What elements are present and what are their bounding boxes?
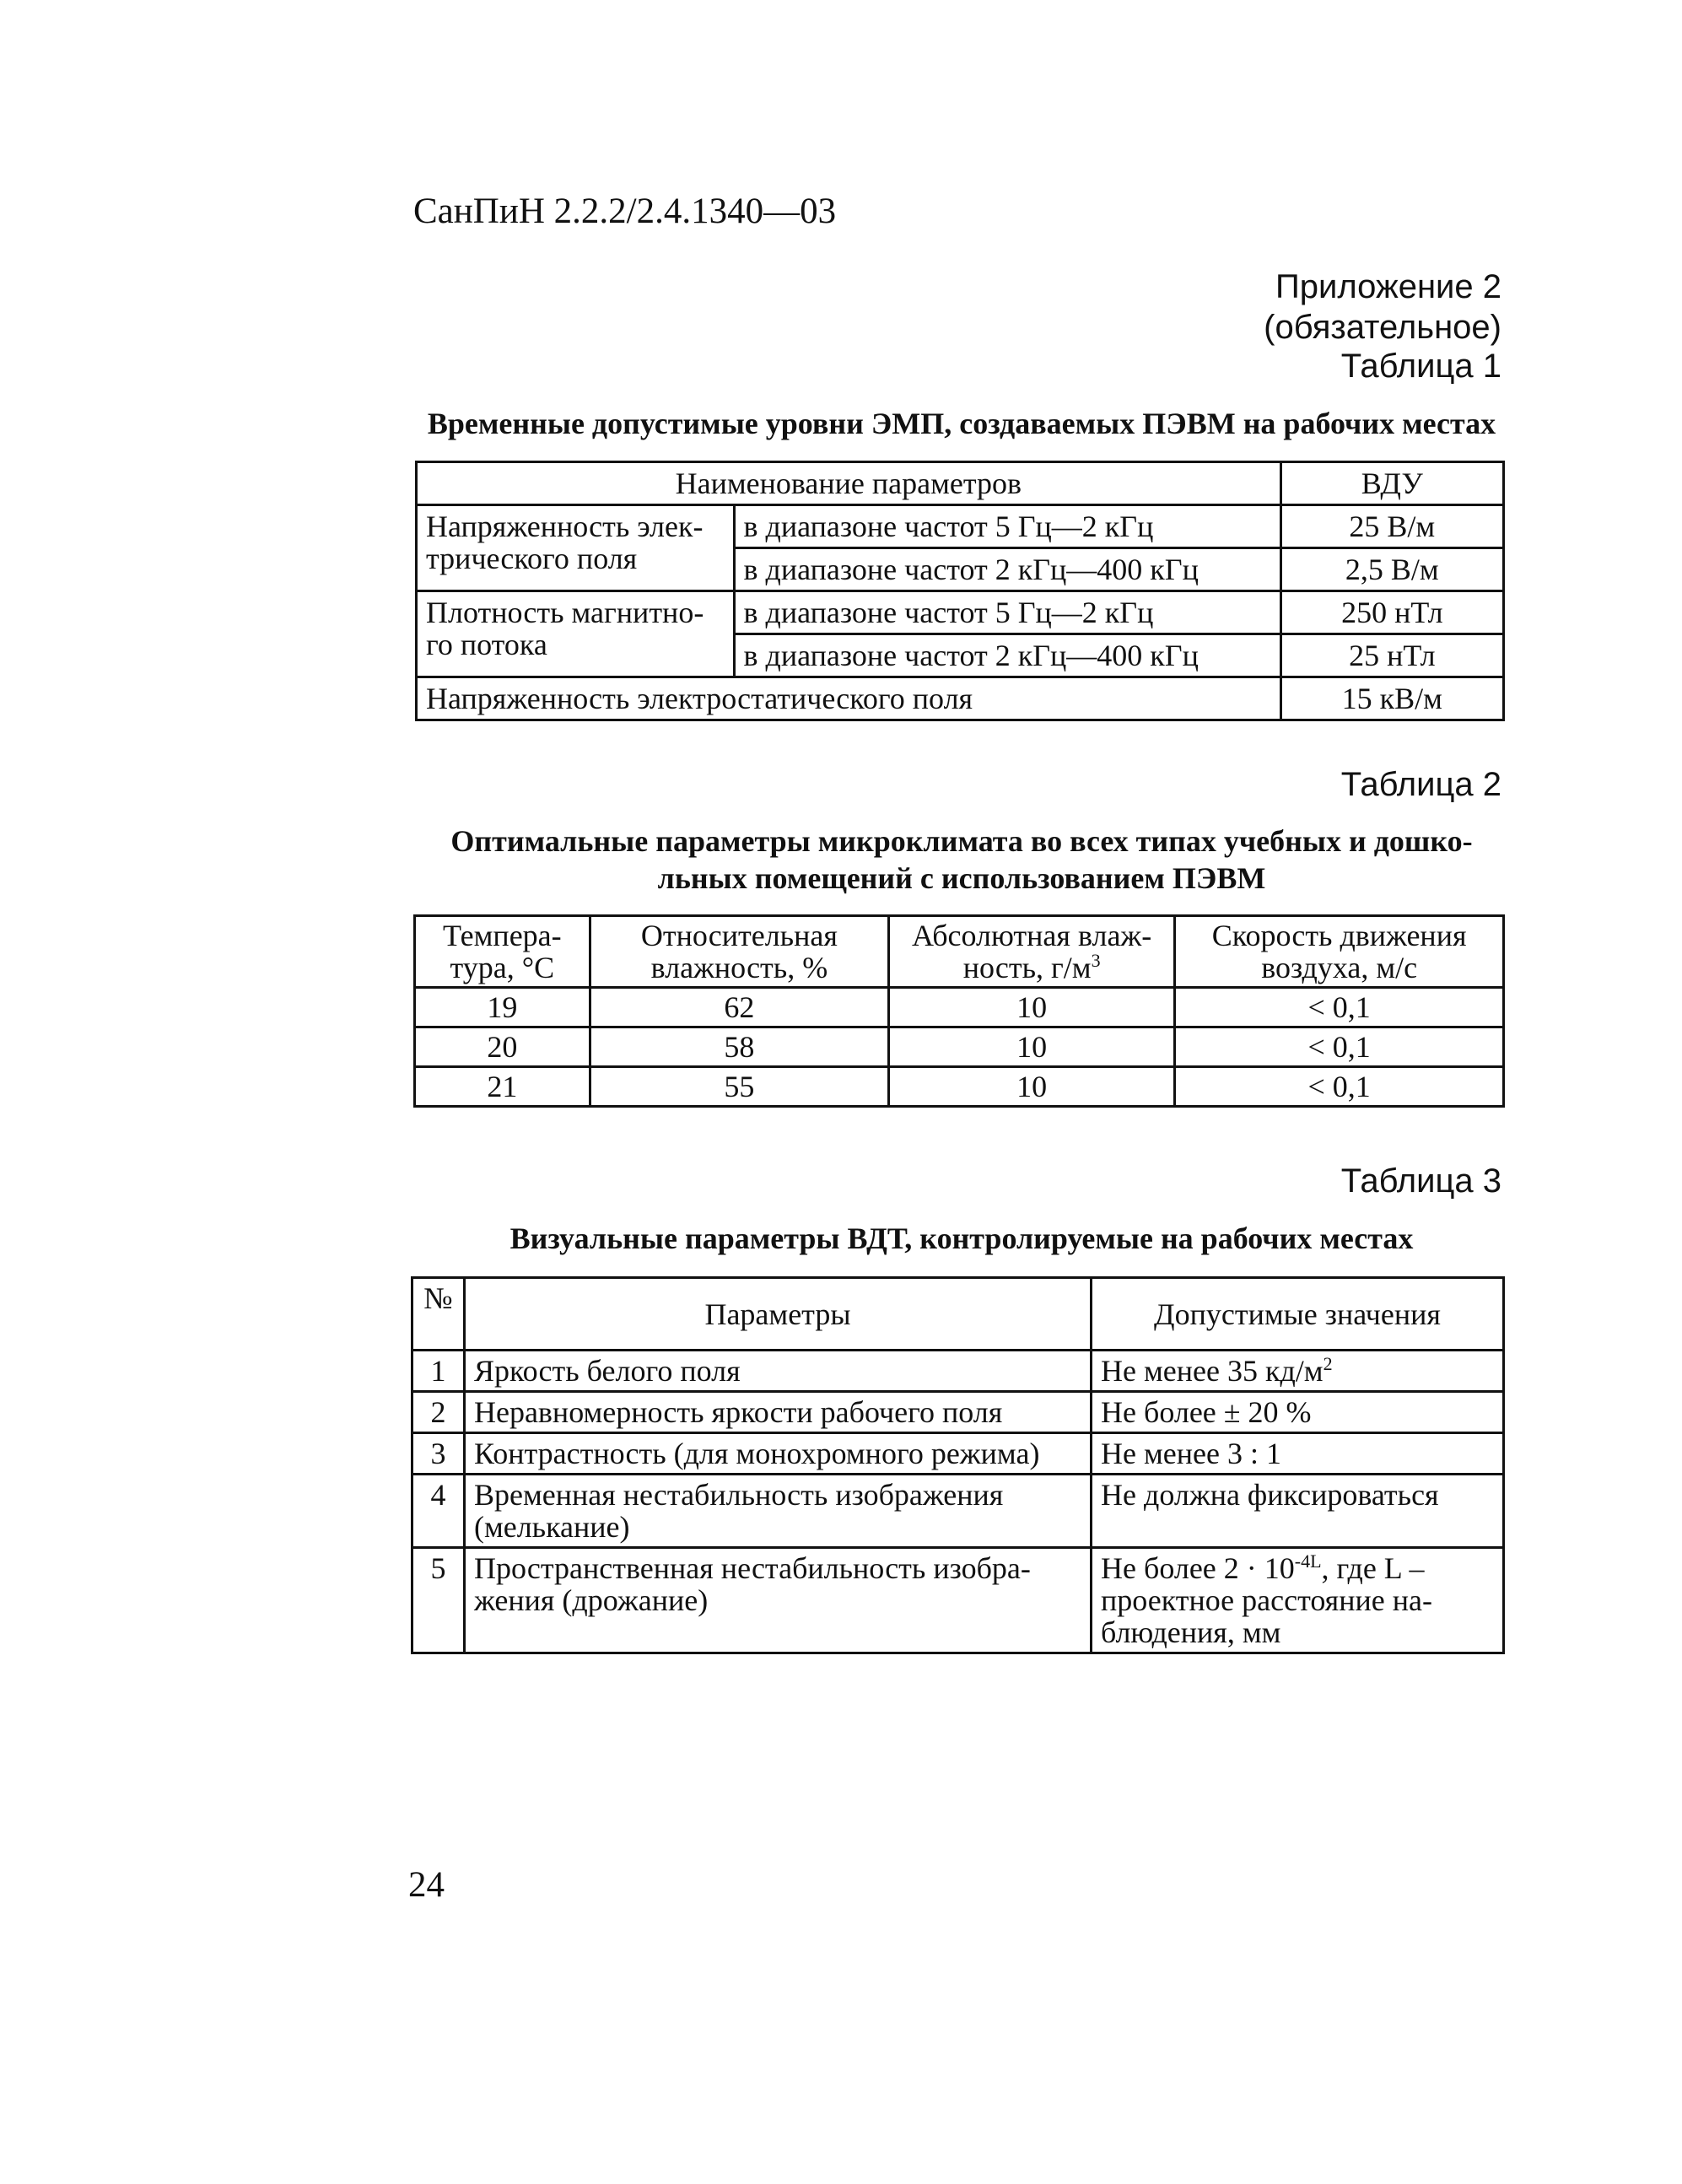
table-row bbox=[412, 1475, 1504, 1548]
page-number: 24 bbox=[408, 1865, 445, 1905]
table-cell: Яркость белого поля bbox=[464, 1351, 1091, 1392]
table-cell: 25 нТл bbox=[1280, 634, 1503, 677]
table2-caption-line: Оптимальные параметры микроклимата во всех типах учебных и дошко- bbox=[450, 824, 1473, 858]
table1-caption: Временные допустимые уровни ЭМП, создаваемых ПЭВМ на рабочих местах bbox=[427, 407, 1496, 440]
table-header-cell: Темпера- тура, °С bbox=[415, 916, 590, 988]
table-cell: Напряженность электростатического поля bbox=[417, 677, 1281, 720]
table1-label: Таблица 1 bbox=[1340, 348, 1501, 385]
table-cell: 58 bbox=[590, 1027, 888, 1067]
table-cell: 250 нТл bbox=[1280, 591, 1503, 634]
superscript: -4L bbox=[1294, 1550, 1322, 1572]
table3-label: Таблица 3 bbox=[1340, 1162, 1501, 1200]
table-cell bbox=[1092, 1351, 1504, 1392]
value-text: , где L – проектное расстояние на- блюдения, мм bbox=[1101, 1551, 1432, 1649]
table-row bbox=[412, 1351, 1504, 1392]
table-cell: 10 bbox=[889, 1067, 1175, 1107]
value-text: Не менее 35 кд/м bbox=[1101, 1354, 1323, 1388]
table-cell: 10 bbox=[889, 988, 1175, 1027]
table-cell: < 0,1 bbox=[1175, 1027, 1504, 1067]
table-row bbox=[415, 1027, 1504, 1067]
table-row bbox=[415, 1067, 1504, 1107]
table-cell: 5 bbox=[412, 1548, 465, 1653]
table-header-cell: Допустимые значения bbox=[1092, 1278, 1504, 1351]
table-cell: 25 В/м bbox=[1280, 505, 1503, 548]
superscript: 2 bbox=[1323, 1353, 1333, 1374]
table3-caption: Визуальные параметры ВДТ, контролируемые на рабочих местах bbox=[509, 1221, 1414, 1255]
table-header-cell: Параметры bbox=[464, 1278, 1091, 1351]
table-cell: Не менее 3 : 1 bbox=[1092, 1433, 1504, 1475]
table-cell: в диапазоне частот 5 Гц—2 кГц bbox=[734, 591, 1280, 634]
table-cell: Не должна фиксироваться bbox=[1092, 1475, 1504, 1548]
table1 bbox=[415, 461, 1505, 721]
table-cell: Контрастность (для монохромного режима) bbox=[464, 1433, 1091, 1475]
table-cell: 1 bbox=[412, 1351, 465, 1392]
appendix-label bbox=[1264, 267, 1501, 348]
table-cell: Плотность магнитно- го потока bbox=[417, 591, 735, 677]
table2 bbox=[413, 914, 1505, 1108]
table-cell: Временная нестабильность изображения (мелькание) bbox=[464, 1475, 1091, 1548]
table2-caption bbox=[405, 822, 1518, 897]
table-header-cell: ВДУ bbox=[1280, 462, 1503, 505]
table-cell bbox=[1092, 1548, 1504, 1653]
document-header: СанПиН 2.2.2/2.4.1340—03 bbox=[413, 191, 837, 231]
table-cell: 3 bbox=[412, 1433, 465, 1475]
table-cell: 21 bbox=[415, 1067, 590, 1107]
table-cell: < 0,1 bbox=[1175, 988, 1504, 1027]
table-cell: Неравномерность яркости рабочего поля bbox=[464, 1392, 1091, 1433]
table-cell: в диапазоне частот 2 кГц—400 кГц bbox=[734, 548, 1280, 591]
table-cell: 62 bbox=[590, 988, 888, 1027]
table-row bbox=[412, 1433, 1504, 1475]
table-row bbox=[412, 1392, 1504, 1433]
table-cell: 2,5 В/м bbox=[1280, 548, 1503, 591]
table-row bbox=[417, 505, 1504, 548]
table-row bbox=[415, 916, 1504, 988]
header-text: Абсолютная влаж- ность, г/м bbox=[912, 919, 1152, 984]
table3 bbox=[411, 1276, 1505, 1654]
value-text: Не более 2 · 10 bbox=[1101, 1551, 1295, 1585]
table-row bbox=[417, 677, 1504, 720]
superscript: 3 bbox=[1091, 950, 1101, 971]
appendix-title: Приложение 2 bbox=[1275, 268, 1501, 305]
table-row bbox=[417, 591, 1504, 634]
table-row bbox=[412, 1278, 1504, 1351]
table-header-cell: Наименование параметров bbox=[417, 462, 1281, 505]
table-cell: 19 bbox=[415, 988, 590, 1027]
table-cell: 20 bbox=[415, 1027, 590, 1067]
table-cell: Пространственная нестабильность изобра- жения (дрожание) bbox=[464, 1548, 1091, 1653]
table-cell: 2 bbox=[412, 1392, 465, 1433]
table-cell: в диапазоне частот 5 Гц—2 кГц bbox=[734, 505, 1280, 548]
table-cell: 55 bbox=[590, 1067, 888, 1107]
table-cell: Не более ± 20 % bbox=[1092, 1392, 1504, 1433]
table-cell: Напряженность элек- трического поля bbox=[417, 505, 735, 591]
table-cell: в диапазоне частот 2 кГц—400 кГц bbox=[734, 634, 1280, 677]
table2-caption-line: льных помещений с использованием ПЭВМ bbox=[657, 861, 1266, 895]
table-cell: < 0,1 bbox=[1175, 1067, 1504, 1107]
appendix-status: (обязательное) bbox=[1264, 309, 1501, 346]
table-header-cell: Скорость движения воздуха, м/с bbox=[1175, 916, 1504, 988]
table-row bbox=[415, 988, 1504, 1027]
table-cell: 15 кВ/м bbox=[1280, 677, 1503, 720]
table-header-cell bbox=[889, 916, 1175, 988]
table-row bbox=[412, 1548, 1504, 1653]
table-header-cell: Относительная влажность, % bbox=[590, 916, 888, 988]
table-cell: 4 bbox=[412, 1475, 465, 1548]
table-header-cell: № bbox=[412, 1278, 465, 1351]
table2-label: Таблица 2 bbox=[1340, 766, 1501, 803]
table-row bbox=[417, 462, 1504, 505]
table-cell: 10 bbox=[889, 1027, 1175, 1067]
